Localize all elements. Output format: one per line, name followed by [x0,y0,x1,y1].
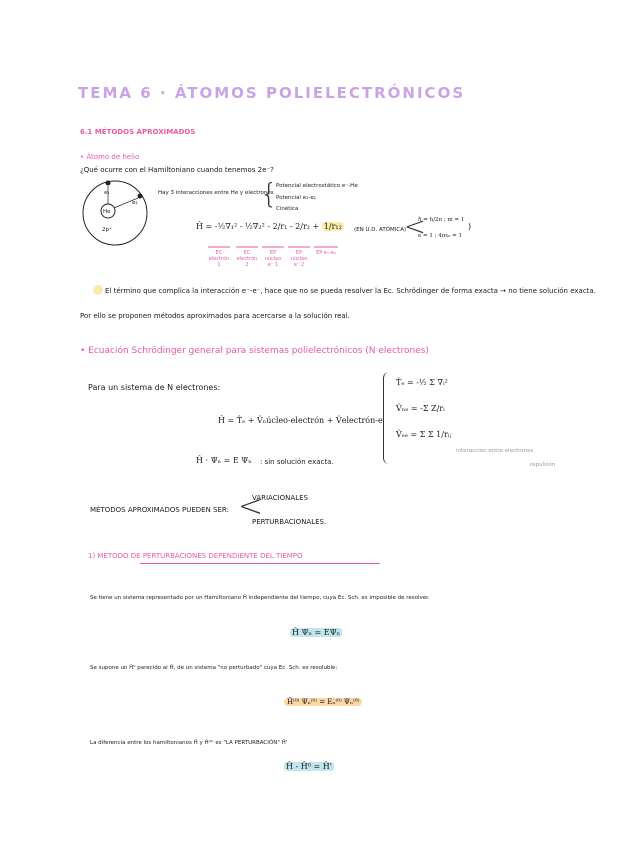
helium-hamiltonian [196,222,344,231]
perturbations-heading-text: 1) MÉTODO DE PERTURBACIONES DEPENDIENTE DEL TIEMPO [88,552,303,560]
subheading-helium: • Átomo de helio [80,153,140,161]
perturbations-paragraph-3: La diferencia entre los hamiltonianos Ĥ y Ĥ⁽⁰⁾ es "LA PERTURBACIÓN" Ĥ' [90,740,288,746]
ham-part-plus: + [310,222,322,231]
side-note-interaction: interacción entre electrones [456,448,534,454]
perturbations-underline [140,563,380,564]
atomic-units-line-1: ℏ = h/2π ; m = 1 [418,217,465,223]
term-nucleus-electron: V̂ₙₑ = -Σ Z/rᵢ [396,404,445,413]
system-label: Para un sistema de N electrones: [88,383,221,392]
atom-e1-label: e₁ [104,190,110,196]
section-heading-schrodinger: • Ecuación Schrödinger general para sistemas polielectrónicos (N electrones) [80,346,429,356]
interaction-item-2: Potencial e₁-e₂ [276,195,316,201]
methods-brace: < [238,489,264,524]
eq-schrodinger-h [290,628,342,637]
ham-part-ec1: -½∇₁² [214,222,238,231]
interactions-label: Hay 3 interacciones entre He y electrones [158,190,274,196]
schrodinger-equation: Ĥ · Ψₙ = E Ψₙ [196,456,252,465]
note-text: El término que complica la interacción e⁻-e⁻, hace que no se pueda resolver la Ec. Schrödinger de forma exacta → no tiene solución exacta. [105,287,596,295]
term-label-3: EP núcleo e⁻ 1 [264,250,282,268]
term-label-4: EP núcleo e⁻ 2 [290,250,308,268]
ham-part-ee: 1/r₁₂ [323,222,342,231]
term-label-5: EP e₁-e₂ [316,250,336,256]
term-electron-electron: V̂ₑₑ = Σ Σ 1/rᵢⱼ [396,430,452,439]
atomic-units-label: (EN U.D. ATÓMICA) [354,227,407,233]
methods-label: MÉTODOS APROXIMADOS PUEDEN SER: [90,506,229,514]
atom-charge-label: 2p⁺ [102,227,112,233]
interaction-item-3: Cinética [276,206,299,212]
ham-part-ec2: - ½∇₂² [237,222,265,231]
term-underlines [208,244,338,250]
ham-part-h: Ĥ = [196,222,215,231]
eq-perturbation [284,762,334,771]
terms-bracket [383,372,392,464]
eq-unperturbed [284,698,362,706]
term-label-2: EC electrón 2 [236,250,258,268]
ham-part-ep1: - 2/r₁ [264,222,288,231]
eq2-text: Ĥ⁽⁰⁾ Ψₙ⁽⁰⁾ = Eₙ⁽⁰⁾ Ψₙ⁽⁰⁾ [284,698,362,706]
method-perturbational: PERTURBACIONALES. [252,518,327,526]
schrodinger-note: : sin solución exacta. [260,458,334,466]
eq1-text: Ĥ Ψₙ = EΨₙ [292,628,341,637]
perturbations-paragraph-1: Se tiene un sistema representado por un Hamiltoniano Ĥ independiente del tiempo, cuya Ec. Sch. es imposible de resolver. [90,595,430,601]
section-heading-6-1: 6.1 MÉTODOS APROXIMADOS [80,128,196,136]
ham-part-ep2: - 2/r₂ [287,222,310,231]
section-heading-perturbations [88,552,303,560]
atomic-units-brace: < [404,212,426,242]
general-hamiltonian: Ĥ = T̂ₑ + V̂ₙúcleo-electrón + V̂electrón-e [218,416,383,425]
interaction-item-1: Potencial electrostático e⁻-He [276,183,358,189]
helium-atom-diagram [80,178,150,248]
term-kinetic: T̂ₑ = -½ Σ ∇ᵢ² [396,378,448,387]
atom-nucleus-label: He [103,209,111,215]
atomic-units-close: ) [468,222,472,231]
method-variational: VARIACIONALES [252,494,308,502]
interactions-brace: { [260,177,278,210]
perturbations-paragraph-2: Se supone un Ĥ⁰ parecido al Ĥ, de un sistema "no perturbado" cuya Ec. Sch. es resoluble: [90,665,338,671]
side-note-repulsion: repulsión [530,462,556,468]
atom-e2-label: e₂ [132,200,138,206]
question-text: ¿Qué ocurre con el Hamiltoniano cuando tenemos 2e⁻? [80,166,274,174]
note-text-2: Por ello se proponen métodos aproximados para acercarse a la solución real. [80,312,350,320]
note-marker-icon [93,285,103,295]
term-label-1: EC electrón 1 [208,250,230,268]
atomic-units-line-2: e = 1 ; 4πε₀ = 1 [418,233,462,239]
page-title: TEMA 6 · ÁTOMOS POLIELECTRÓNICOS [78,84,466,102]
eq3-text: Ĥ - Ĥ⁰ = Ĥ' [286,762,332,771]
